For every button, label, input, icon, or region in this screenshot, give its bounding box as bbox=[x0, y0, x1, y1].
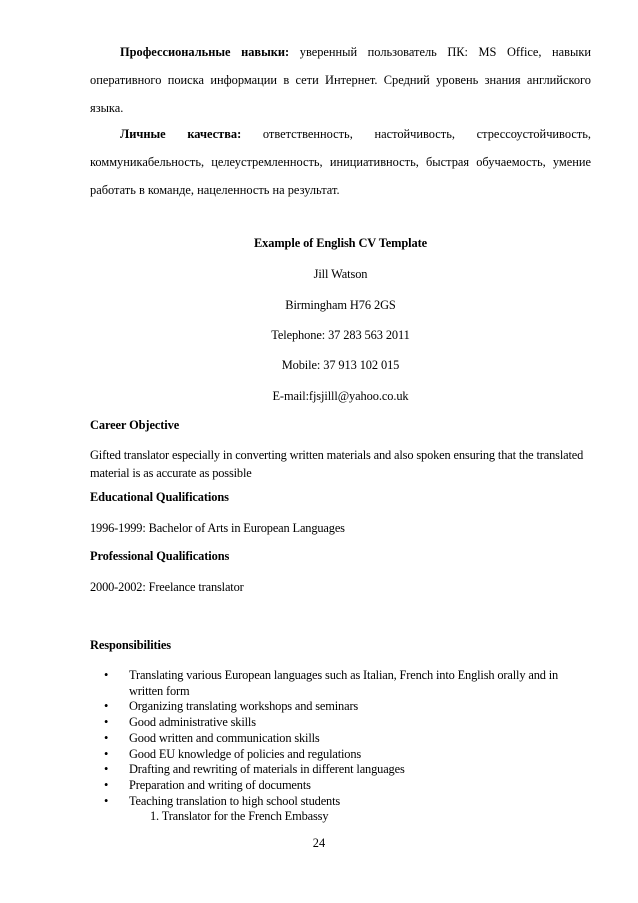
bullet-icon: • bbox=[104, 746, 109, 761]
cv-mobile: Mobile: 37 913 102 015 bbox=[281, 358, 400, 372]
bullet-icon: • bbox=[104, 699, 109, 714]
numbered-item: 1. Translator for the French Embassy bbox=[150, 809, 329, 823]
list-item-text: Preparation and writing of documents bbox=[129, 777, 311, 792]
list-item-text: Organizing translating workshops and seminars bbox=[129, 699, 359, 714]
bullet-icon: • bbox=[104, 793, 109, 808]
list-item bbox=[90, 778, 591, 794]
list-item bbox=[90, 715, 591, 731]
cv-address: Birmingham H76 2GS bbox=[285, 298, 396, 312]
list-item bbox=[90, 794, 591, 810]
list-item bbox=[90, 762, 591, 778]
bullet-icon: • bbox=[104, 777, 109, 792]
professional-skills-paragraph bbox=[90, 38, 591, 122]
list-item bbox=[90, 668, 591, 699]
career-objective-heading: Career Objective bbox=[90, 418, 180, 432]
list-item-text: Good written and communication skills bbox=[129, 730, 320, 745]
professional-skills-text: уверенный пользователь ПК: MS Office, навыки оперативного поиска информации в сети Интернет. Средний уровень знания английского языка. bbox=[90, 45, 592, 115]
personal-qualities-text: ответственность, настойчивость, стрессоустойчивость, коммуникабельность, целеустремленность, инициативность, быстрая обучаемость, умение работать в команде, нацеленность на результат. bbox=[90, 127, 591, 197]
list-item-text: Translating various European languages such as Italian, French into English orally and in written form bbox=[129, 668, 559, 698]
bullet-icon: • bbox=[104, 762, 109, 777]
responsibilities-heading: Responsibilities bbox=[90, 638, 172, 652]
page-number: 24 bbox=[312, 836, 326, 850]
list-item-text: Good EU knowledge of policies and regulations bbox=[129, 746, 362, 761]
personal-qualities-label: Личные качества: bbox=[120, 127, 242, 141]
professional-qualifications-text: 2000-2002: Freelance translator bbox=[90, 580, 244, 594]
list-item bbox=[90, 747, 591, 763]
list-item-text: Good administrative skills bbox=[129, 715, 256, 730]
bullet-icon: • bbox=[104, 715, 109, 730]
personal-qualities-paragraph bbox=[90, 120, 591, 204]
cv-email: E-mail:fjsjilll@yahoo.co.uk bbox=[272, 389, 409, 403]
educational-qualifications-text: 1996-1999: Bachelor of Arts in European Languages bbox=[90, 521, 345, 535]
educational-qualifications-heading: Educational Qualifications bbox=[90, 490, 229, 504]
cv-name: Jill Watson bbox=[313, 267, 368, 281]
professional-skills-label: Профессиональные навыки: bbox=[120, 45, 290, 59]
list-item bbox=[90, 731, 591, 747]
career-objective-text: Gifted translator especially in converting written materials and also spoken ensuring that the translated material is as accurate as possible bbox=[90, 448, 584, 480]
bullet-icon: • bbox=[104, 668, 109, 682]
list-item bbox=[90, 699, 591, 715]
cv-title: Example of English CV Template bbox=[253, 236, 428, 250]
cv-telephone: Telephone: 37 283 563 2011 bbox=[271, 328, 410, 342]
responsibilities-list bbox=[90, 668, 591, 809]
list-item-text: Drafting and rewriting of materials in different languages bbox=[129, 762, 405, 777]
list-item-text: Teaching translation to high school students bbox=[129, 793, 341, 808]
bullet-icon: • bbox=[104, 730, 109, 745]
professional-qualifications-heading: Professional Qualifications bbox=[90, 549, 230, 563]
